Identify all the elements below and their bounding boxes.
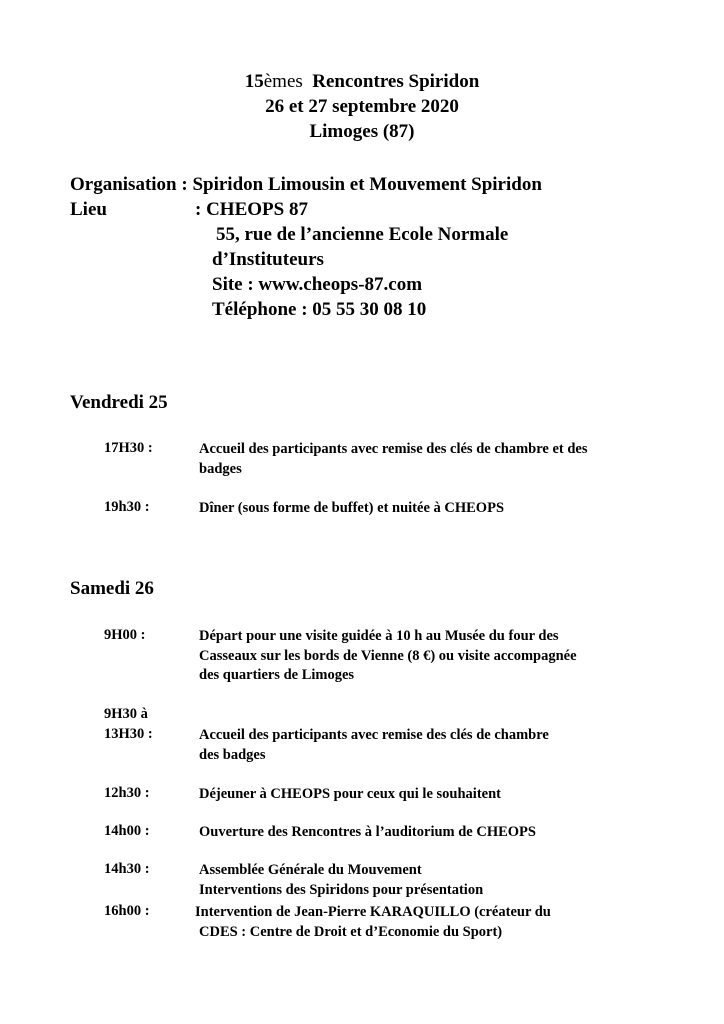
schedule-time: 9H00 :	[104, 627, 146, 643]
organisation-value: Spiridon Limousin et Mouvement Spiridon	[192, 174, 542, 195]
schedule-time: 13H30 :	[104, 726, 153, 742]
schedule-item-line: Accueil des participants avec remise des clés de chambre	[199, 727, 549, 743]
edition-suffix: èmes	[263, 71, 303, 92]
schedule-item-line: Assemblée Générale du Mouvement	[199, 862, 422, 878]
schedule-item	[199, 785, 669, 805]
schedule-item	[199, 823, 669, 843]
schedule-time: 16h00 :	[104, 903, 150, 919]
schedule-time: 14h00 :	[104, 823, 150, 839]
telephone-line: Téléphone : 05 55 30 08 10	[212, 299, 427, 320]
event-edition-line	[0, 70, 724, 94]
schedule-item	[199, 726, 669, 765]
schedule-time: 17H30 :	[104, 440, 153, 456]
schedule-item-line: Départ pour une visite guidée à 10 h au Musée du four des	[199, 628, 559, 644]
organisation-label: Organisation :	[70, 174, 193, 195]
address-line-1: 55, rue de l’ancienne Ecole Normale	[216, 224, 509, 245]
schedule-item-line: CDES : Centre de Droit et d’Economie du Sport)	[199, 923, 503, 940]
schedule-item	[195, 903, 665, 942]
schedule-item-line: Interventions des Spiridons pour présentation	[199, 881, 484, 898]
schedule-item	[199, 627, 669, 686]
schedule-item-line: Intervention de Jean-Pierre KARAQUILLO (créateur du	[195, 904, 551, 920]
lieu-value: : CHEOPS 87	[195, 199, 308, 220]
address-line-2: d’Instituteurs	[212, 249, 324, 270]
schedule-item-line: badges	[199, 460, 242, 477]
schedule-time-start: 9H30 à	[104, 706, 148, 722]
schedule-item	[199, 440, 669, 479]
schedule-time: 19h30 :	[104, 499, 150, 515]
schedule-item-line: Accueil des participants avec remise des clés de chambre et des	[199, 441, 588, 457]
event-dates: 26 et 27 septembre 2020	[265, 96, 459, 117]
schedule-item-line: Ouverture des Rencontres à l’auditorium de CHEOPS	[199, 824, 536, 840]
site-line: Site : www.cheops-87.com	[212, 274, 423, 295]
schedule-time: 12h30 :	[104, 785, 150, 801]
schedule-item-line: des badges	[199, 746, 266, 763]
organisation-line	[70, 173, 542, 197]
schedule-item	[199, 499, 669, 519]
schedule-item-line: Dîner (sous forme de buffet) et nuitée à CHEOPS	[199, 500, 505, 516]
schedule-time: 14h30 :	[104, 861, 150, 877]
schedule-item-line: des quartiers de Limoges	[199, 667, 355, 683]
edition-number: 15	[244, 71, 264, 92]
event-name: Rencontres Spiridon	[312, 71, 480, 92]
schedule-item-line: Déjeuner à CHEOPS pour ceux qui le souhaitent	[199, 786, 501, 802]
lieu-label: Lieu	[70, 199, 107, 220]
schedule-item	[199, 861, 669, 900]
day-title-friday: Vendredi 25	[70, 392, 168, 413]
schedule-item-line: Casseaux sur les bords de Vienne (8 €) ou visite accompagnée	[199, 647, 577, 664]
event-city: Limoges (87)	[309, 121, 415, 142]
day-title-saturday: Samedi 26	[70, 578, 154, 599]
